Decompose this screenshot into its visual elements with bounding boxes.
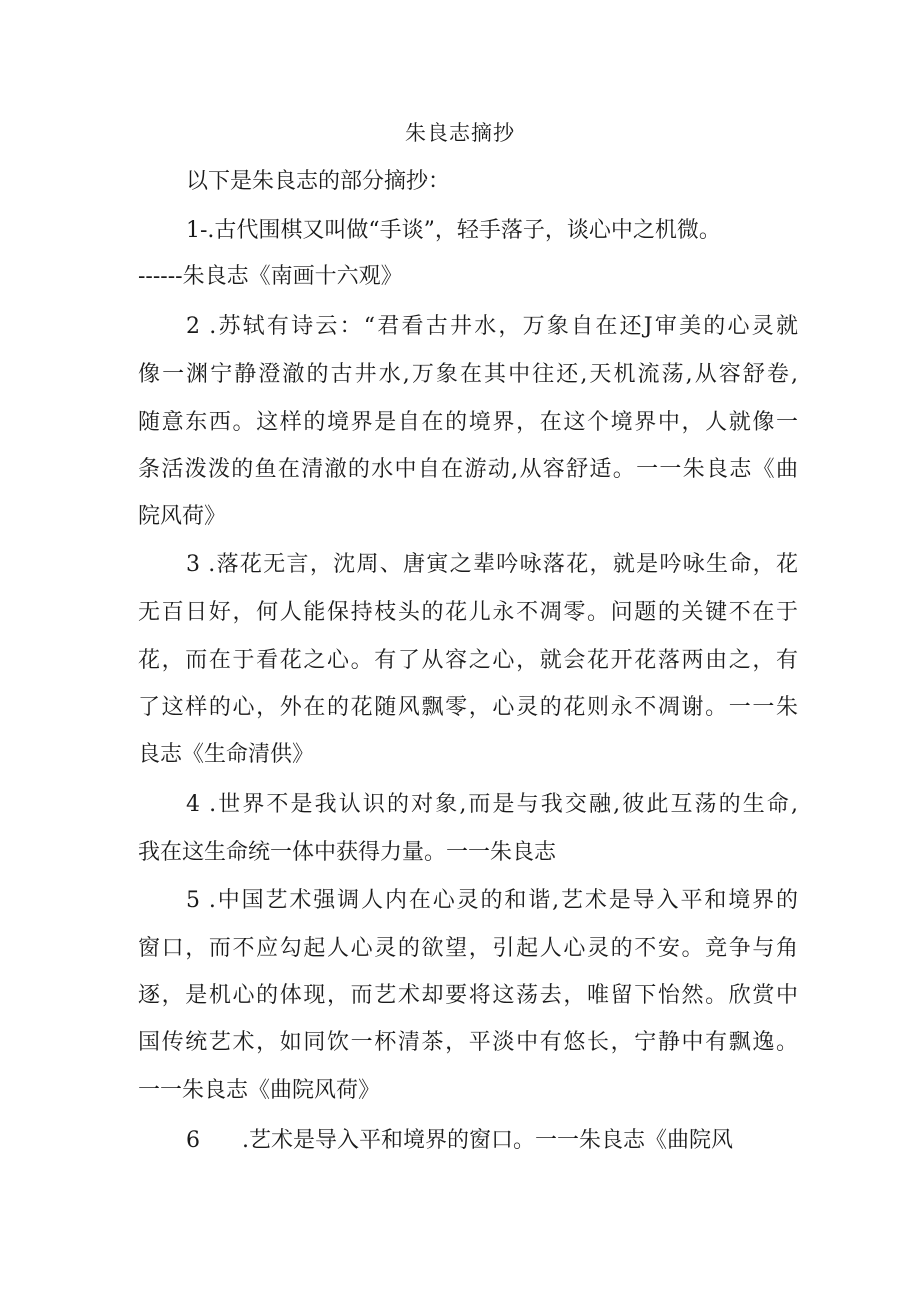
item-6-number: 6 [186, 1128, 200, 1153]
item-5-line-3: 逐，是机心的体现，而艺术却要将这荡去，唯留下怡然。欣赏中 [138, 983, 798, 1008]
item-2-line-5: 院风荷》 [138, 504, 227, 529]
item-3-line-4: 了这样的心，外在的花随风飘零，心灵的花则永不凋谢。一一朱 [138, 695, 798, 720]
item-5-line-4: 国传统艺术，如同饮一杯清茶，平淡中有悠长，宁静中有飘逸。 [138, 1030, 798, 1055]
intro-line: 以下是朱良志的部分摘抄： [186, 169, 451, 194]
item-5-line-2: 窗口，而不应勾起人心灵的欲望，引起人心灵的不安。竞争与角 [138, 936, 798, 961]
item-1-line-1: 1-.古代围棋又叫做“手谈”，轻手落子，谈心中之机微。 [186, 218, 721, 243]
item-4-line-2: 我在这生命统一体中获得力量。一一朱良志 [138, 840, 557, 865]
item-3-line-3: 花，而在于看花之心。有了从容之心，就会花开花落两由之，有 [138, 648, 798, 673]
item-3-line-2: 无百日好，何人能保持枝头的花儿永不凋零。问题的关键不在于 [138, 600, 798, 625]
item-3-line-5: 良志《生命清供》 [138, 742, 315, 767]
item-5-line-1: 5 .中国艺术强调人内在心灵的和谐,艺术是导入平和境界的 [186, 888, 798, 913]
item-2-line-4: 条活泼泼的鱼在清澈的水中自在游动,从容舒适。一一朱良志《曲 [138, 457, 798, 482]
item-1-line-2: ------朱良志《南画十六观》 [138, 264, 403, 289]
item-4-line-1: 4 .世界不是我认识的对象,而是与我交融,彼此互荡的生命, [186, 792, 798, 817]
item-5-line-5: 一一朱良志《曲院风荷》 [138, 1078, 381, 1103]
item-3-line-1: 3 .落花无言，沈周、唐寅之辈吟咏落花，就是吟咏生命，花 [186, 552, 798, 577]
item-2-line-1: 2 .苏轼有诗云：“君看古井水，万象自在还J审美的心灵就 [186, 314, 798, 339]
item-6-line-1: .艺术是导入平和境界的窗口。一一朱良志《曲院风 [242, 1128, 733, 1153]
document-title: 朱良志摘抄 [405, 121, 515, 145]
item-2-line-3: 随意东西。这样的境界是自在的境界，在这个境界中，人就像一 [138, 410, 798, 435]
item-2-line-2: 像一渊宁静澄澈的古井水,万象在其中往还,天机流荡,从容舒卷, [138, 362, 798, 387]
